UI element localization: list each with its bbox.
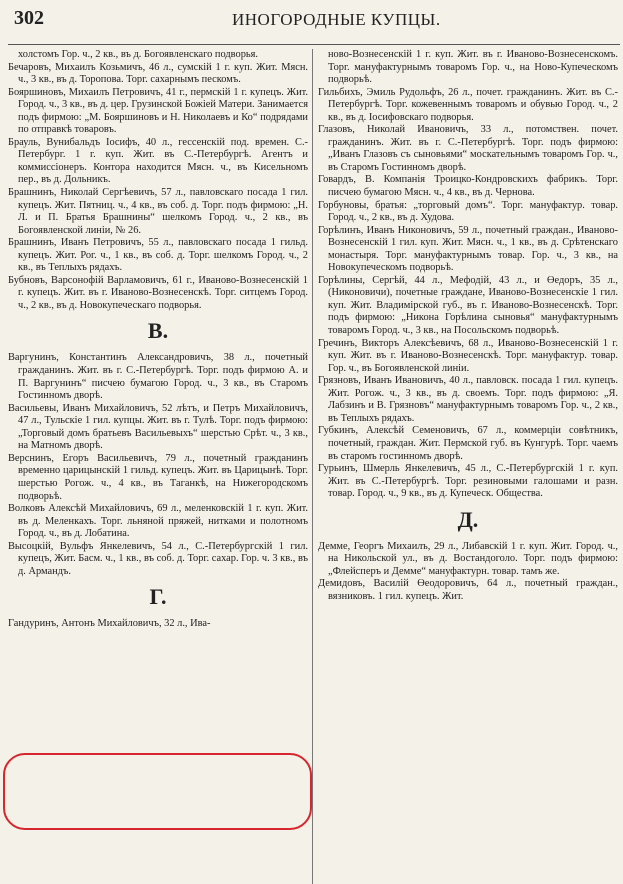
directory-entry: Брашнинъ, Николай Сергѣевичъ, 57 л., павловскаго посада 1 гил. купецъ. Жит. Пятниц. ч., 4 кв., въ соб. д. Торг. подъ фирмою: „Н. Л. и П. Братья Брашнины“ шелкомъ Город. ч., 2 кв., въ Богоявленской линіи, № 26. [8,187,308,236]
page-title: ИНОГОРОДНЫЕ КУПЦЫ. [232,10,441,29]
section-letter: Г. [149,584,167,610]
directory-entry: Бечаровъ, Михаилъ Козьмичъ, 46 л., сумскій 1 г. куп. Жит. Мясн. ч., 3 кв., въ д. Торопова. Торг. сахарнымъ пескомъ. [8,61,308,86]
directory-entry: Бояршиновъ, Михаилъ Петровичъ, 41 г., пермскій 1 г. купецъ. Жит. Город. ч., 3 кв., въ д. цер. Грузинской Божіей Матери. Занимается подъ фирмою: „М. Бояршиновъ и Н. Николаевъ и Ко“ подрядами по отправкѣ товаровъ. [8,86,308,136]
directory-entry: Васильевы, Иванъ Михайловичъ, 52 лѣтъ, и Петръ Михайловичъ, 47 л., Тульскіе 1 гил. купцы. Жит. въ г. Тулѣ. Торг. подъ фирмою: „Торговый домъ братьевъ Васильевыхъ“ шерстью Срѣт. ч., 3 кв., на Матномъ дворѣ. [8,402,308,452]
left-column [8,49,308,884]
directory-entry: ново-Вознесенскій 1 г. куп. Жит. въ г. Иваново-Вознесенскомъ. Торг. мануфактурнымъ товаромъ Гор. ч., на Ново-Купеческомъ подворьѣ. [328,49,618,86]
directory-entry: Брауль, Вунибальдъ Іосифъ, 40 л., гессенскій под. времен. С.-Петербург. 1 г. куп. Жит. въ С.-Петербургѣ. Агентъ и коммиссіонеръ. Контора находится Мясн. ч., въ Кисельномъ пер., въ д. Дольникъ. [8,136,308,186]
directory-entry: Демидовъ, Василій Өеодоровичъ, 64 л., почетный граждан., вязниковъ. 1 гил. купецъ. Жит. [318,578,618,602]
directory-entry: Брашнинъ, Иванъ Петровичъ, 55 л., павловскаго посада 1 гильд. купецъ. Жит. Рог. ч., 1 кв., въ соб. д. Торг. шелкомъ Город. ч., 2 кв., въ Теплыхъ рядахъ. [8,237,308,274]
directory-entry: Горбуновы, братья: „торговый домъ“. Торг. мануфактур. товар. Город. ч., 2 кв., въ д. Худова. [318,199,618,224]
directory-entry: Говардъ, В. Компанія Троицко-Кондровскихъ фабрикъ. Торг. писчею бумагою Мясн. ч., 4 кв., въ д. Чернова. [318,174,618,199]
directory-entry: Гильбихъ, Эмиль Рудольфъ, 26 л., почет. гражданинъ. Жит. въ С.-Петербургѣ. Торг. кожевеннымъ товаромъ и обувью Город. ч., 2 кв., въ д. Іосифовскаго подворья. [318,86,618,123]
page-number: 302 [14,7,44,29]
directory-entry: Гандуринъ, Антонъ Михайловичъ, 32 л., Ива- [8,618,211,630]
directory-entry: Варгунинъ, Константинъ Александровичъ, 38 л., почетный гражданинъ. Жит. въ г. С.-Петербургѣ. Торг. подъ фирмою А. и П. Варгунинъ“ писчею бумагою Город. ч., 3 кв., въ Старомъ Гостинномъ дворѣ. [8,352,308,402]
header-rule [8,44,620,45]
directory-entry: Высоцкій, Вульфъ Янкелевичъ, 54 л., С.-Петербургскій 1 гил. купецъ, Жит. Басм. ч., 1 кв., въ соб. д. Торг. сахар. Гор. ч. 3 кв., въ д. Армандъ. [8,540,308,577]
directory-entry: Верснинъ, Егоръ Васильевичъ, 79 л., почетный гражданинъ временно царицынскій 1 гильд. купецъ. Жит. въ Царицынѣ. Торг. шерстью Рогож. ч., 4 кв., въ Таганкѣ, на Нижегородскомъ подворьѣ. [8,452,308,502]
directory-entry: холстомъ Гор. ч., 2 кв., въ д. Богоявленскаго подворья. [18,49,259,60]
section-letter: Д. [457,506,479,532]
directory-entry: Грязновъ, Иванъ Ивановичъ, 40 л., павловск. посада 1 гил. купецъ. Жит. Рогож. ч., 3 кв., въ д. своемъ. Торг. подъ фирмою: „Я. Лабзинъ и В. Грязновъ“ мануфактурнымъ товаромъ Гор. ч., 2 кв., въ Теплыхъ рядахъ. [318,375,618,424]
directory-entry: Гречинъ, Викторъ Алексѣевичъ, 68 л., Иваново-Вознесенскій 1 г. куп. Жит. въ г. Иваново-Вознесенскѣ. Торг. мануфактур. товар. Гор. ч., въ Богоявленской линіи. [318,337,618,374]
directory-entry: Губкинъ, Алексѣй Семеновичъ, 67 л., коммерціи совѣтникъ, почетный, граждан. Жит. Пермской губ. въ Кунгурѣ. Торг. чаемъ въ старомъ гостинномъ дворѣ. [318,425,618,462]
right-column [318,49,618,884]
directory-entry: Демме, Георгъ Михаилъ, 29 л., Либавскій 1 г. куп. Жит. Город. ч., на Никольской ул., въ д. Востандоголо. Торг. подъ фирмою: „Флейсперъ и Демме“ мануфактурн. товар. тамъ же. [318,540,618,577]
directory-entry: Бубновъ, Варсонофій Варламовичъ, 61 г., Иваново-Вознесенскій 1 г. купецъ. Жит. въ г. Иваново-Вознесенскѣ. Торг. ситцемъ Город. ч., 2 кв., въ д. Новокупеческаго подворья. [8,274,308,311]
directory-entry: Горѣлинъ, Иванъ Никоновичъ, 59 л., почетный граждан., Иваново-Вознесенскій 1 гил. куп. Жит. Мясн. ч., 1 кв., въ д. Срѣтенскаго монастыря. Торг. мануфактурнымъ товар. Гор. ч., 3 кв., на Новокупеческомъ подворьѣ. [318,224,618,274]
section-letter: В. [147,318,169,344]
directory-entry: Горѣлины, Сергѣй, 44 л., Мефодій, 43 л., и Өедоръ, 35 л., (Никоновичи), почетные граждане, Иваново-Вознесенскіе 1 гил. куп. Жит. Владимірской губ., въ г. Иваново-Вознесенскѣ. Торг. подъ фирмою: „Никона Горѣлина сыновья“ мануфактурнымъ товаромъ Город. ч., 3 кв., на Посольскомъ подворьѣ. [318,274,618,337]
directory-entry: Гурьинъ, Шмерль Янкелевичъ, 45 л., С.-Петербургскій 1 г. куп. Жит. въ С.-Петербургѣ. Торг. резиновыми галошами и разн. товар. Город. ч., 9 кв., въ д. Купеческ. Общества. [318,463,618,500]
directory-entry: Глазовъ, Николай Ивановичъ, 33 л., потомствен. почет. гражданинъ. Жит. въ г. С.-Петербургѣ. Торг. подъ фирмою: „Иванъ Глазовъ съ сыновьями“ москательнымъ товаромъ Гор. ч., въ Старомъ Гостинномъ дворѣ. [318,124,618,173]
directory-entry: Волковъ Алексѣй Михайловичъ, 69 л., меленковскій 1 г. куп. Жит. въ д. Меленкахъ. Торг. льняной пряжей, нитками и полотномъ Город. ч., въ д. Лобатина. [8,503,308,540]
column-divider [312,49,313,884]
